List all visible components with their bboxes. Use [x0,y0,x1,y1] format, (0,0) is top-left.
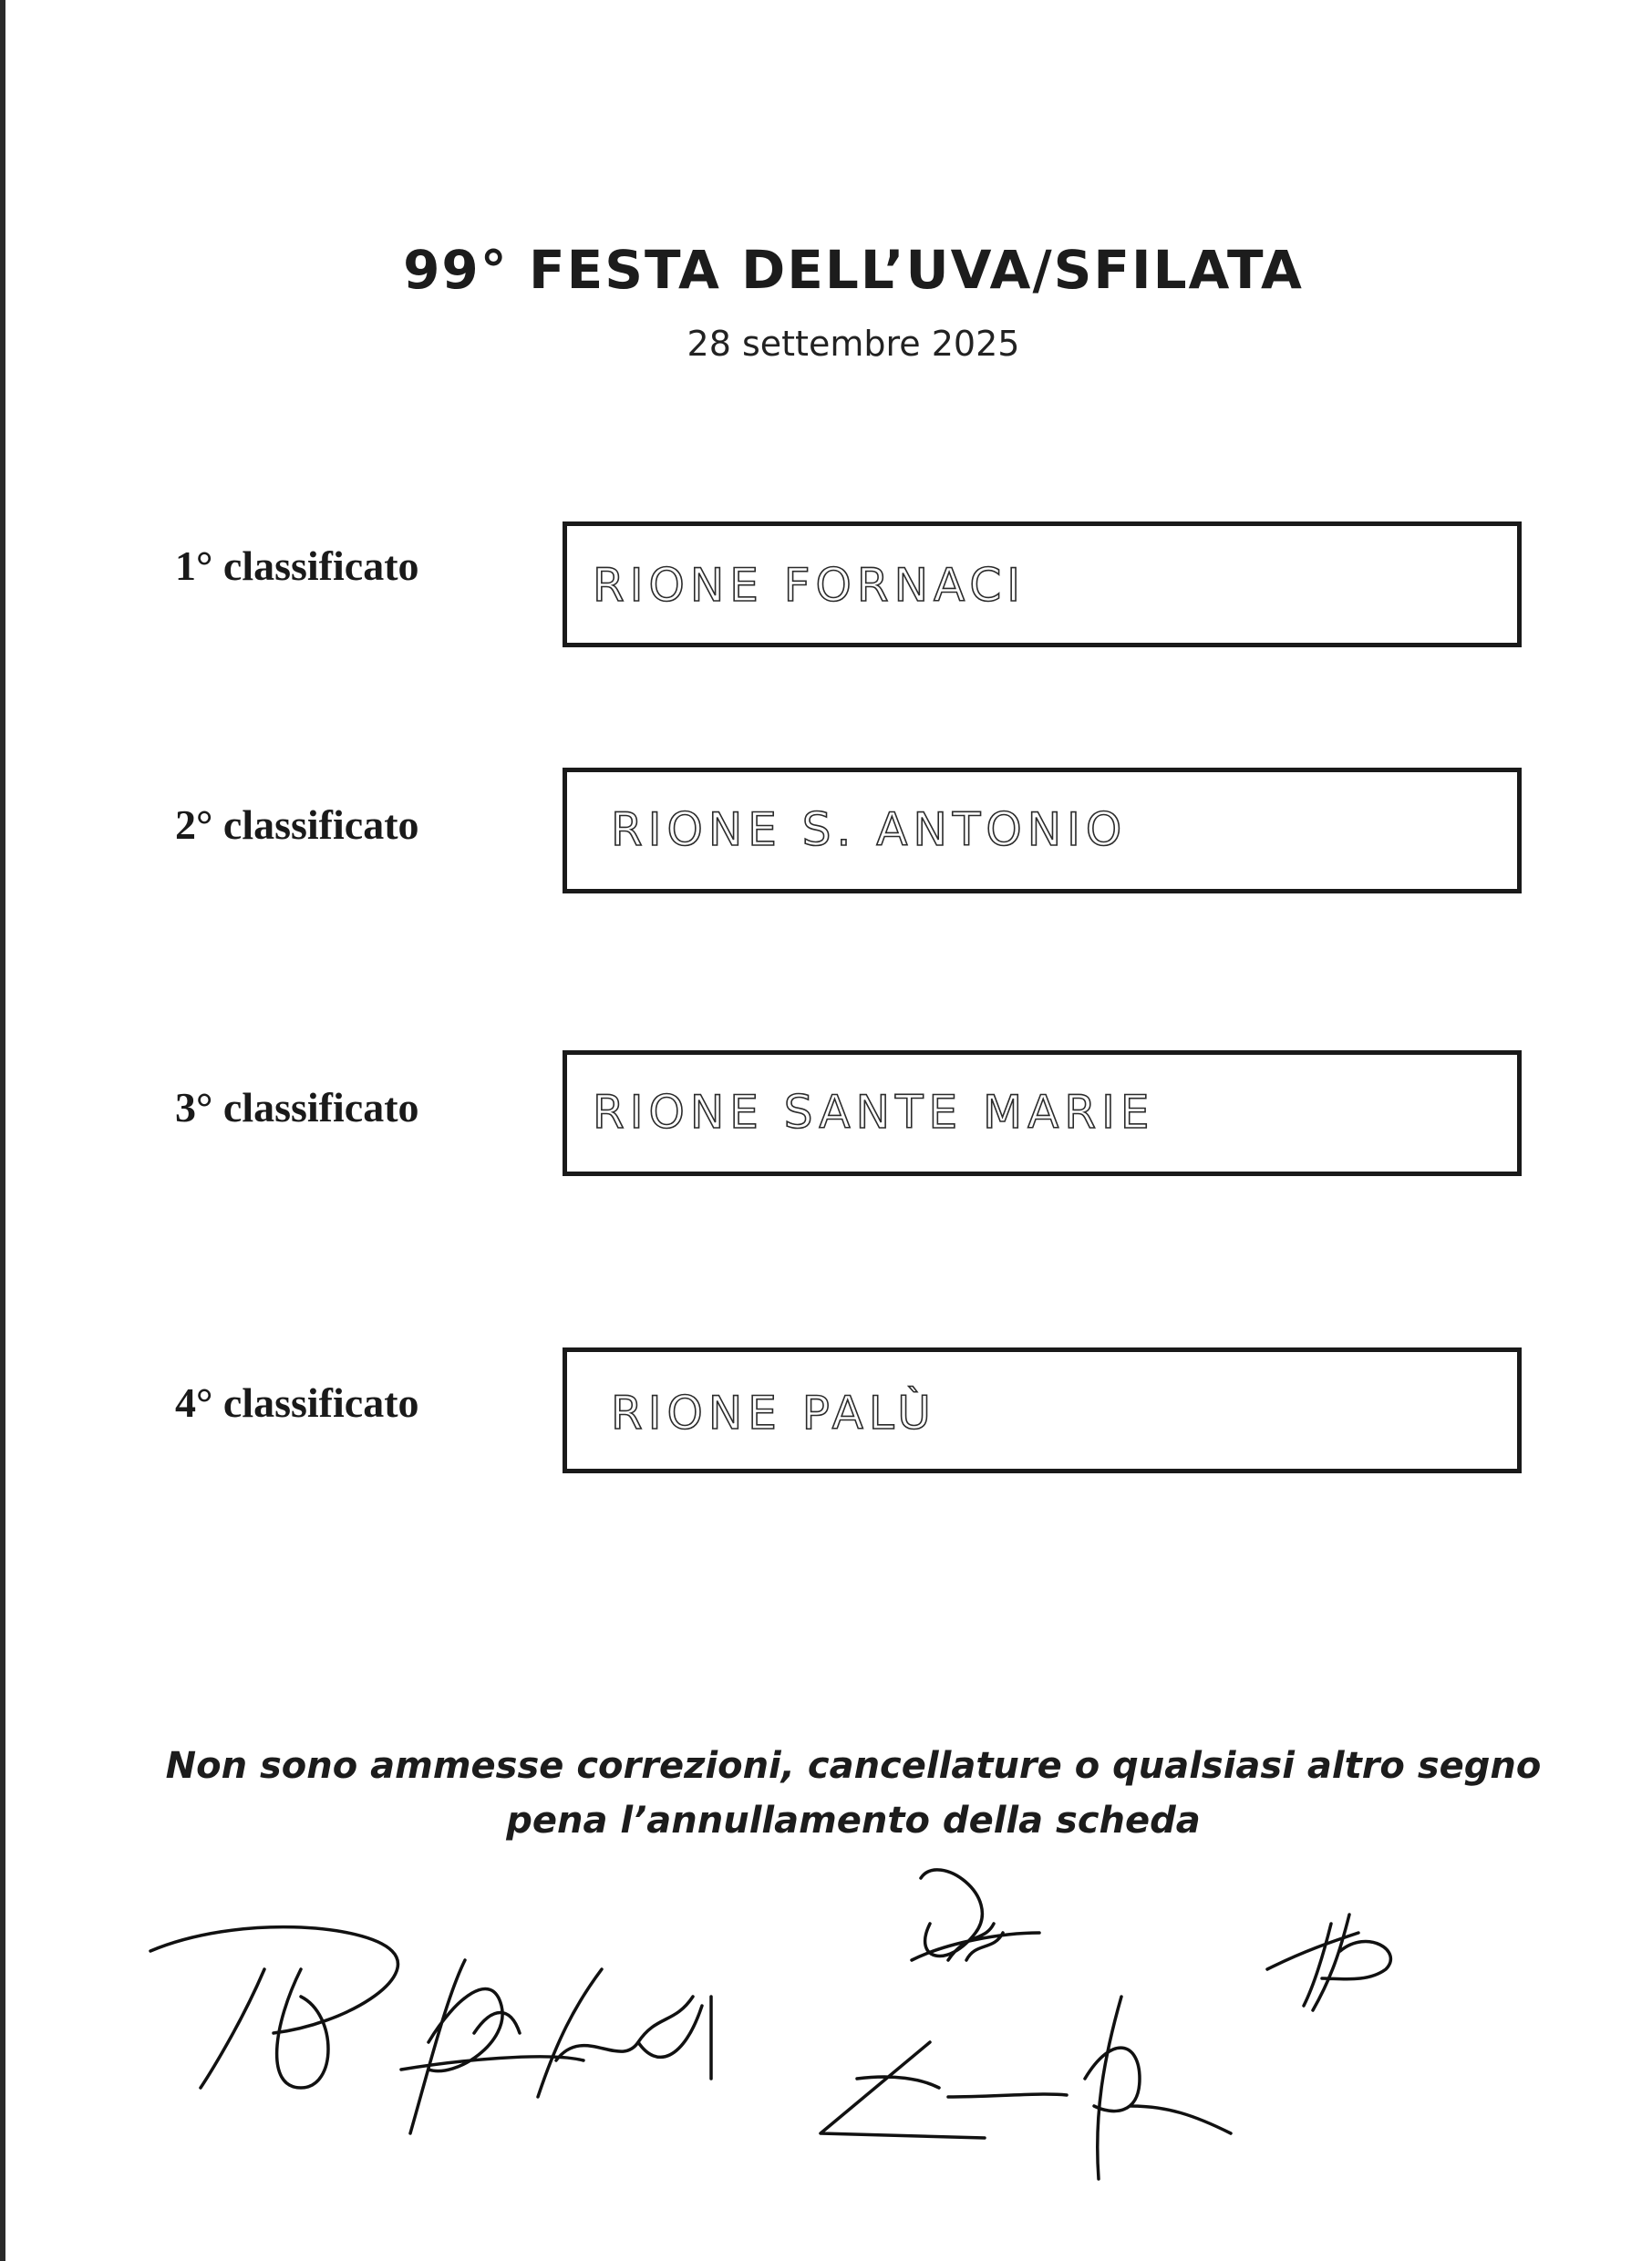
handwritten-entry-2 [585,792,1497,874]
rank-entry-box-2[interactable] [563,768,1522,893]
notice-line-2: pena l’annullamento della scheda [506,1800,1201,1842]
rank-entry-box-1[interactable] [563,521,1522,647]
page-title: 99° FESTA DELL’UVA/SFILATA [403,239,1304,301]
handwritten-entry-4 [585,1372,1497,1454]
rank-label-1: 1° classificato [175,542,419,589]
rank-label-3: 3° classificato [175,1084,419,1130]
rank-entry-box-3[interactable] [563,1050,1522,1176]
signature-4 [912,1870,1039,1960]
handwritten-entry-3 [585,1075,1497,1157]
scan-border [0,0,5,2261]
signature-6 [1267,1915,1390,2010]
handwritten-text-1: RIONE FORNACI [593,559,1026,612]
handwritten-entry-1 [585,546,1497,628]
rank-label-4: 4° classificato [175,1379,419,1426]
handwritten-text-3: RIONE SANTE MARIE [593,1086,1155,1139]
rank-entry-box-4[interactable] [563,1347,1522,1473]
signature-3 [538,1969,711,2097]
handwritten-text-4: RIONE PALÙ [611,1387,936,1440]
signature-1 [150,1927,398,2088]
rank-label-2: 2° classificato [175,801,419,848]
signature-5 [821,1997,1231,2179]
notice-line-1: Non sono ammesse correzioni, cancellature o qualsiasi altro segno [165,1745,1542,1787]
event-date: 28 settembre 2025 [687,324,1020,364]
handwritten-text-2: RIONE S. ANTONIO [611,803,1128,856]
signatures-area [128,1860,1495,2225]
